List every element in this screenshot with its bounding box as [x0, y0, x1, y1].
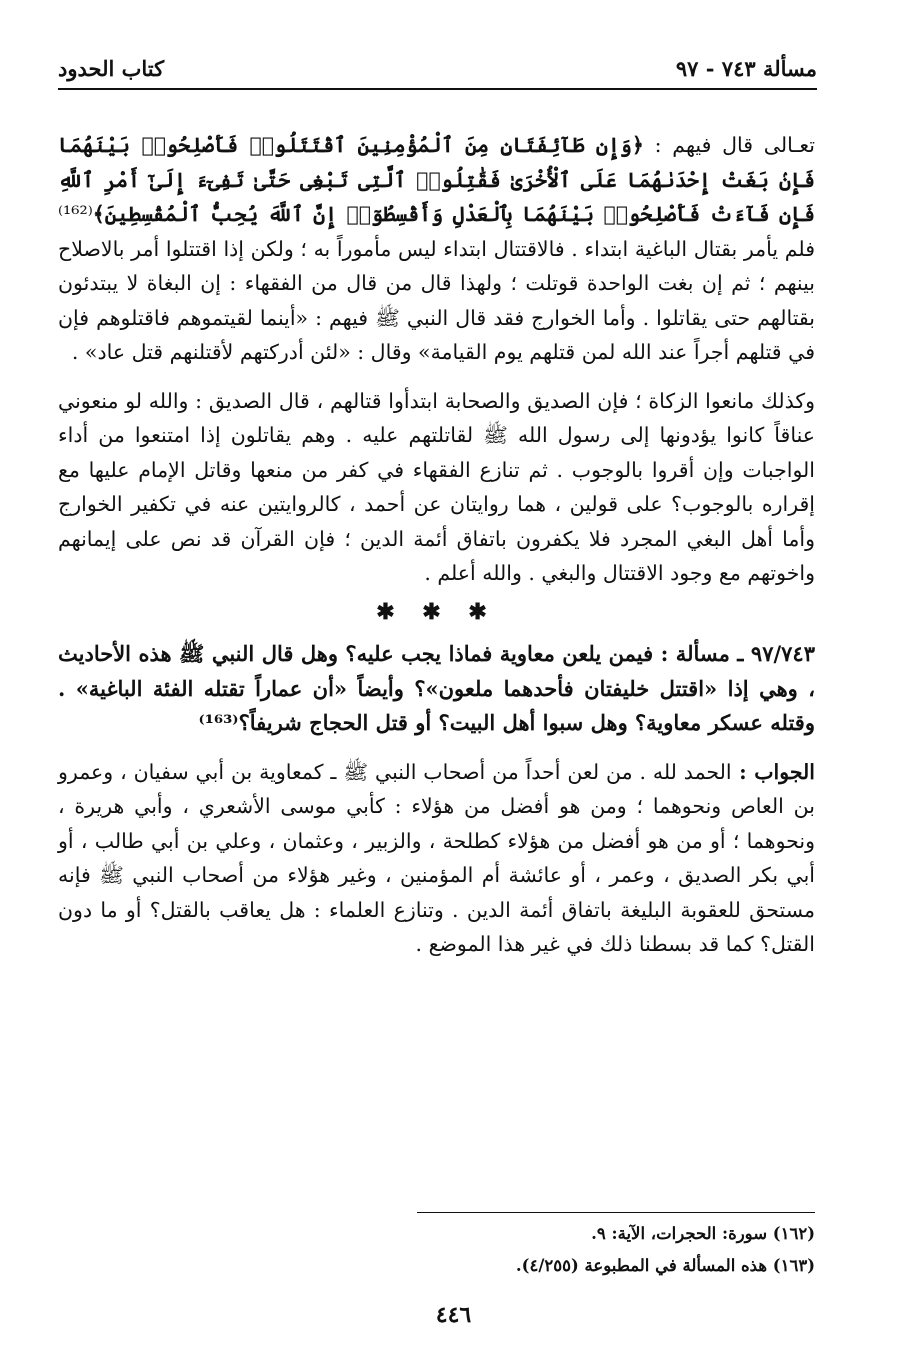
paragraph-2: وكذلك مانعوا الزكاة ؛ فإن الصديق والصحابة ابتدأوا قتالهم ، قال الصديق : والله لو منعوني عناقاً كانوا يؤدونها إلى رسول الله ﷺ لقاتلتهم عليه . وهم يقاتلون إذا امتنعوا من أداء الواجبات وإن أقروا بالوجوب . ثم تنازع الفقهاء في كفر من منعها وقاتل الإمام عليها مع إقراره بالوجوب؟ على قولين ، هما روايتان عن أحمد ، كالروايتين عنه في تكفير الخوارج وأما أهل البغي المجرد فلا يكفرون باتفاق أئمة الدين ؛ فإن القرآن قد نص على إيمانهم واخوتهم مع وجود الاقتتال والبغي . والله أعلم .: [58, 388, 815, 585]
book-title: كتاب الحدود: [58, 56, 165, 81]
footnote-ref-162: ⁽¹⁶²⁾: [58, 202, 93, 226]
footnote-ref-163: ⁽¹⁶³⁾: [198, 710, 239, 735]
issue-label: مسألة ٧٤٣ - ٩٧: [675, 56, 817, 81]
answer-label: الجواب :: [731, 759, 815, 784]
footnote-162: (١٦٢) سورة: الحجرات، الآية: ٩.: [591, 1224, 815, 1243]
quran-verse: ﴿وَإِن طَآئِفَتَانِ مِنَ ٱلْمُؤْمِنِينَ ٱقْتَتَلُوا۟ فَأَصْلِحُوا۟ بَيْنَهُمَا فَإِنۢ بَغَتْ إِحْدَىٰهُمَا عَلَى ٱلْأُخْرَىٰ فَقَٰتِلُوا۟ ٱلَّتِى تَبْغِى حَتَّىٰ تَفِىٓءَ إِلَىٰٓ أَمْرِ ٱللَّهِ فَإِن فَآءَتْ فَأَصْلِحُوا۟ بَيْنَهُمَا بِٱلْعَدْلِ وَأَقْسِطُوٓا۟ إِنَّ ٱللَّهَ يُحِبُّ ٱلْمُقْسِطِينَ﴾: [58, 133, 815, 226]
footnote-163: (١٦٣) هذه المسألة في المطبوعة (٤/٢٥٥).: [515, 1256, 815, 1275]
answer-text: الحمد لله . من لعن أحداً من أصحاب النبي ﷺ ـ كمعاوية بن أبي سفيان ، وعمرو بن العاص ونحوهما ؛ ومن هو أفضل من هؤلاء : كأبي موسى الأشعري ، وأبي هريرة ، ونحوهما ؛ أو من هو أفضل من هؤلاء كطلحة ، والزبير ، وعثمان ، وعلي بن أبي طالب ، أو أبي بكر الصديق ، وعمر ، أو عائشة أم المؤمنين ، وغير هؤلاء من أصحاب النبي ﷺ فإنه مستحق للعقوبة البليغة باتفاق أئمة الدين . وتنازع العلماء : هل يعاقب بالقتل؟ أو ما دون القتل؟ كما قد بسطنا ذلك في غير هذا الموضع .: [58, 759, 815, 956]
page-number: ٤٤٦: [435, 1302, 472, 1328]
main-text: [58, 128, 815, 962]
footnotes: [58, 1218, 815, 1282]
paragraph-1-rest: فلم يأمر بقتال الباغية ابتداء . فالاقتتال ابتداء ليس مأموراً به ؛ ولكن إذا اقتتلوا أمر بالاصلاح بينهم ؛ ثم إن بغت الواحدة قوتلت ؛ ولهذا قال من قال من الفقهاء : إن البغاة لا يبتدئون بقتالهم حتى يقاتلوا . وأما الخوارج فقد قال النبي ﷺ فيهم : «أينما لقيتموهم فاقتلوهم فإن في قتلهم أجراً عند الله لمن قتلهم يوم القيامة» وقال : «لئن أدركتهم لأقتلنهم قتل عاد» .: [58, 236, 815, 364]
answer-paragraph: [58, 755, 815, 962]
footnote-divider: [417, 1212, 815, 1213]
question-text: ٩٧/٧٤٣ ـ مسألة : فيمن يلعن معاوية فماذا يجب عليه؟ وهل قال النبي ﷺ هذه الأحاديث ، وهي إذا «اقتتل خليفتان فأحدهما ملعون»؟ وأيضاً «أن عماراً تقتله الفئة الباغية» . وقتله عسكر معاوية؟ وهل سبوا أهل البيت؟ أو قتل الحجاج شريفاً؟: [58, 641, 815, 735]
question-heading: [58, 637, 815, 741]
paragraph-1: [58, 128, 815, 370]
running-header: [58, 52, 817, 90]
section-separator: ✱ ✱ ✱: [376, 598, 497, 625]
paragraph-1-intro: تعـالى قال فيهم :: [643, 133, 815, 157]
